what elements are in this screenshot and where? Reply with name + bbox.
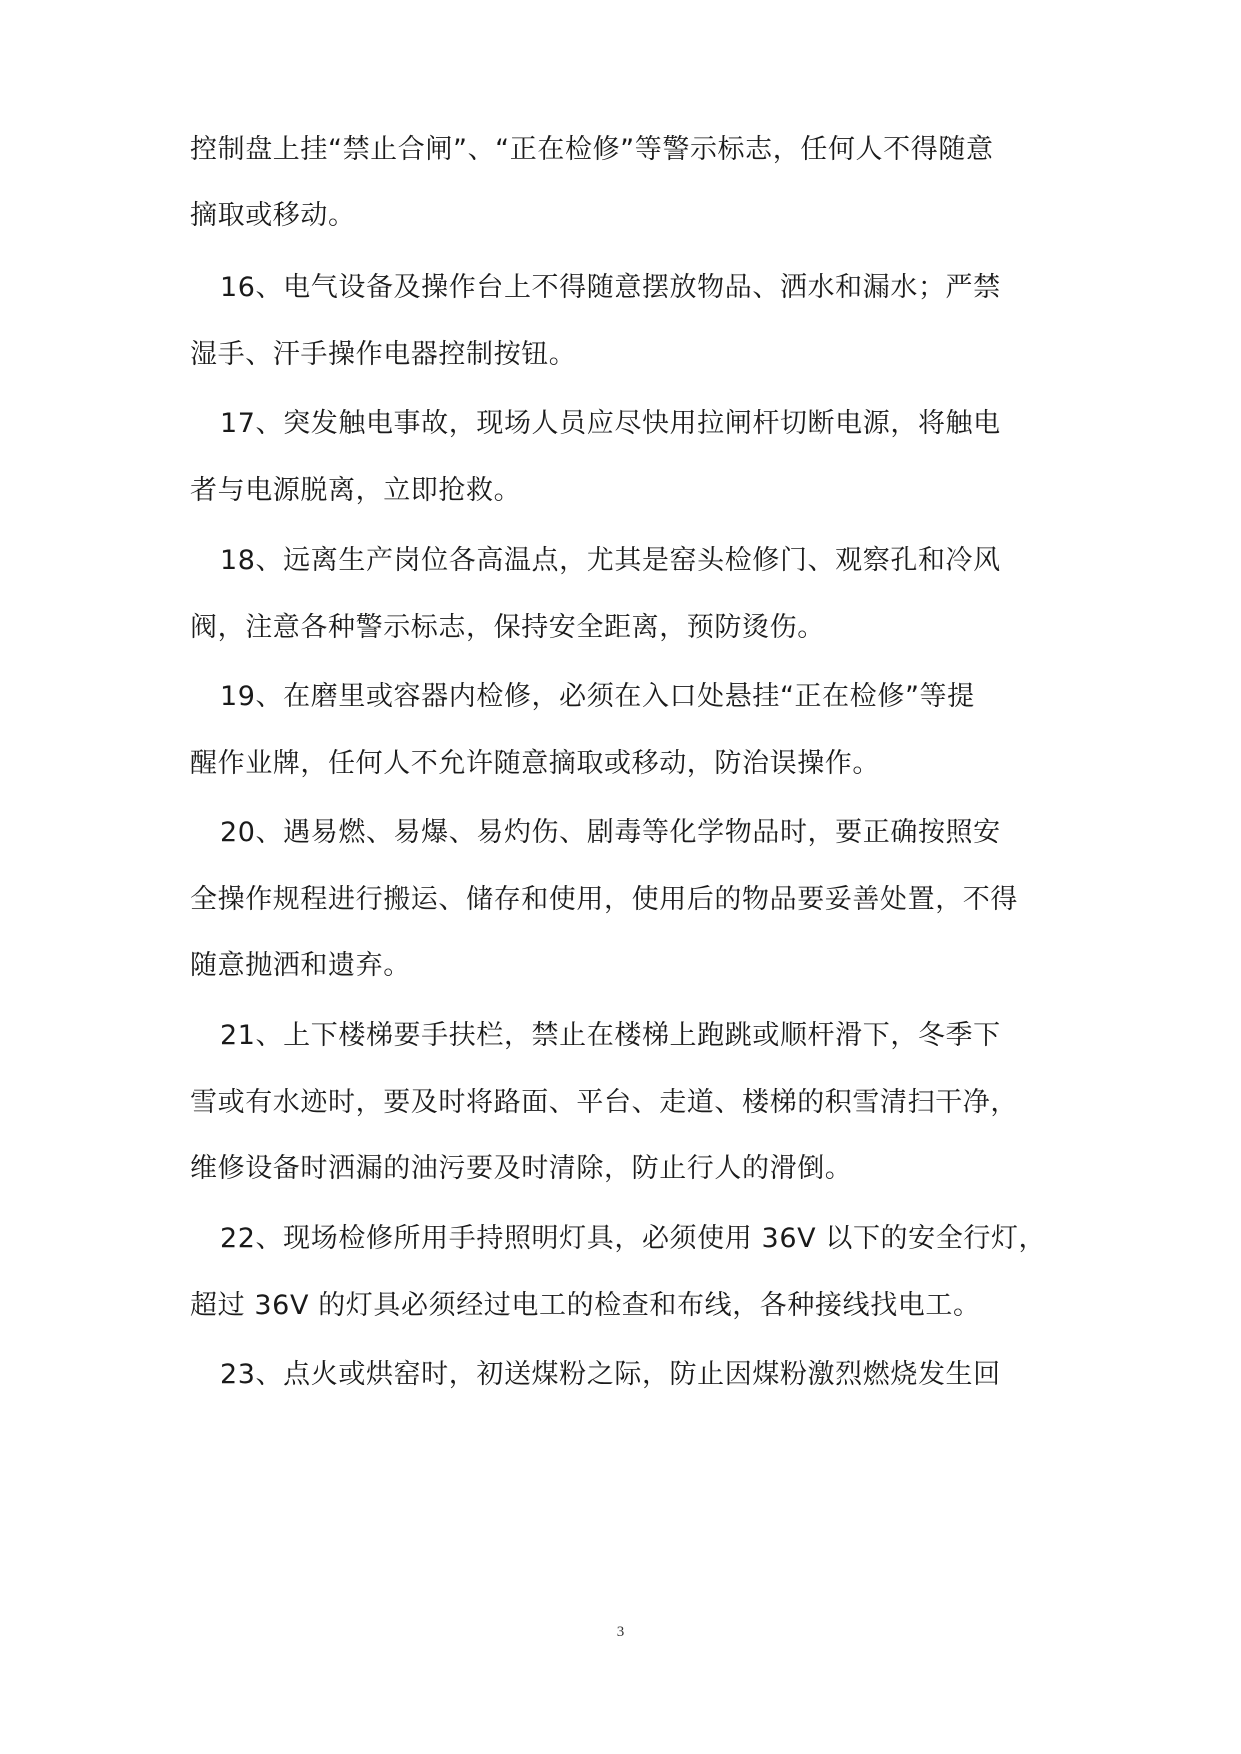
page-number: 3 — [616, 1624, 625, 1640]
line-4-rule-16-end: 湿手、汗手操作电器控制按钮。 — [190, 339, 577, 370]
line-12-rule-20-continued: 全操作规程进行搬运、储存和使用，使用后的物品要妥善处置，不得 — [190, 884, 1018, 915]
line-11-rule-20: 20、遇易燃、易爆、易灼伤、剧毒等化学物品时，要正确按照安 — [220, 817, 1001, 848]
line-15-rule-21-continued: 雪或有水迹时，要及时将路面、平台、走道、楼梯的积雪清扫干净， — [190, 1087, 1018, 1118]
line-10-rule-19-end: 醒作业牌，任何人不允许随意摘取或移动，防治误操作。 — [190, 748, 880, 779]
line-14-rule-21: 21、上下楼梯要手扶栏，禁止在楼梯上跑跳或顺杆滑下，冬季下 — [220, 1020, 1001, 1051]
line-5-rule-17: 17、突发触电事故，现场人员应尽快用拉闸杆切断电源，将触电 — [220, 408, 1001, 439]
line-19-rule-23: 23、点火或烘窑时，初送煤粉之际，防止因煤粉激烈燃烧发生回 — [220, 1359, 1001, 1390]
line-18-rule-22-end: 超过 36V 的灯具必须经过电工的检查和布线，各种接线找电工。 — [190, 1290, 981, 1321]
line-8-rule-18-end: 阀，注意各种警示标志，保持安全距离，预防烫伤。 — [190, 612, 825, 643]
line-7-rule-18: 18、远离生产岗位各高温点，尤其是窑头检修门、观察孔和冷风 — [220, 545, 1001, 576]
line-13-rule-20-end: 随意抛洒和遗弃。 — [190, 950, 411, 981]
line-6-rule-17-end: 者与电源脱离，立即抢救。 — [190, 475, 522, 506]
line-16-rule-21-end: 维修设备时洒漏的油污要及时清除，防止行人的滑倒。 — [190, 1153, 853, 1184]
line-3-rule-16: 16、电气设备及操作台上不得随意摆放物品、洒水和漏水；严禁 — [220, 272, 1001, 303]
line-9-rule-19: 19、在磨里或容器内检修，必须在入口处悬挂“正在检修”等提 — [220, 681, 975, 712]
line-1-rule-15-continued: 控制盘上挂“禁止合闸”、“正在检修”等警示标志，任何人不得随意 — [190, 134, 994, 165]
line-17-rule-22: 22、现场检修所用手持照明灯具，必须使用 36V 以下的安全行灯， — [220, 1223, 1047, 1254]
line-2-rule-15-end: 摘取或移动。 — [190, 200, 356, 231]
